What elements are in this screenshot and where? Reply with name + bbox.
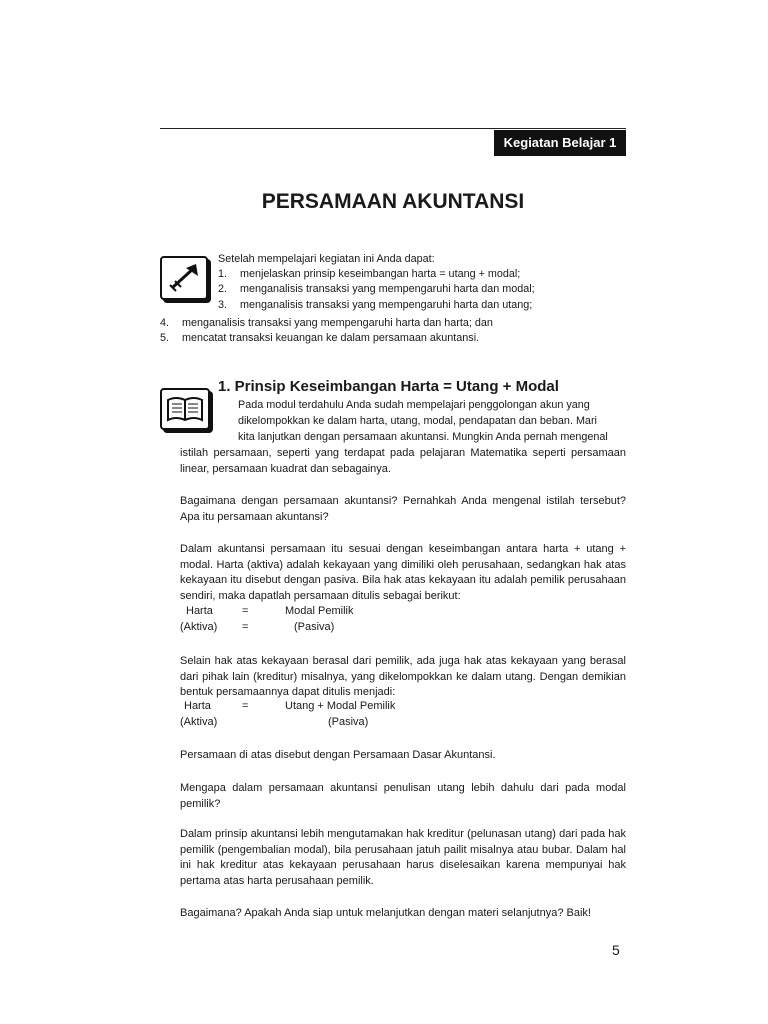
objective-item: 1. menjelaskan prinsip keseimbangan harta = utang + modal; — [218, 268, 521, 280]
page-title: PERSAMAAN AKUNTANSI — [261, 190, 525, 213]
objective-item: 3. menganalisis transaksi yang mempengaruhi harta dan utang; — [218, 299, 533, 311]
open-book-icon — [160, 388, 210, 430]
objective-item: 5. mencatat transaksi keuangan ke dalam persamaan akuntansi. — [160, 332, 480, 344]
paragraph-line: kita lanjutkan dengan persamaan akuntansi. Mungkin Anda pernah mengenal — [238, 431, 608, 443]
objective-item: 4. menganalisis transaksi yang mempengaruhi harta dan harta; dan — [160, 317, 493, 329]
equation-owner: Harta = Modal Pemilik (Aktiva) = (Pasiva) — [180, 605, 354, 633]
paragraph: istilah persamaan, seperti yang terdapat pada pelajaran Matematika seperti persamaan linear, persamaan kuadrat dan sebagainya. — [180, 447, 626, 475]
arrow-target-icon — [160, 256, 208, 300]
paragraph: Selain hak atas kekayaan berasal dari pemilik, ada juga hak atas kekayaan yang berasal dari pihak lain (kreditur) misalnya, yang dikelompokkan ke dalam utang. Dengan demikian bentuk persamaannya dapat ditulis menjadi: — [180, 655, 626, 699]
paragraph: Dalam akuntansi persamaan itu sesuai dengan keseimbangan antara harta + utang + modal. Harta (aktiva) adalah kekayaan yang dimiliki oleh perusahaan, sedangkan hak atas kekayaan itu disebut dengan pasiva. Bila hak atas kekayaan itu adalah pemilik perusahaan sendiri, maka dapatlah persamaan ditulis sebagai berikut: — [180, 543, 626, 602]
paragraph: Persamaan di atas disebut dengan Persamaan Dasar Akuntansi. — [180, 749, 496, 761]
header-rule — [160, 128, 626, 129]
paragraph: Bagaimana? Apakah Anda siap untuk melanjutkan dengan materi selanjutnya? Baik! — [180, 907, 591, 919]
paragraph: Bagaimana dengan persamaan akuntansi? Pernahkah Anda mengenal istilah tersebut? Apa itu persamaan akuntansi? — [180, 495, 626, 523]
objective-item: 2. menganalisis transaksi yang mempengaruhi harta dan modal; — [218, 283, 535, 295]
paragraph: Dalam prinsip akuntansi lebih mengutamakan hak kreditur (pelunasan utang) dari pada hak pemilik (pengembalian modal), bila perusahaan jatuh pailit misalnya atau bubar. Dalam hal ini hak kreditur atas kekayaan perusahaan harus diselesaikan karena mempunyai hak pertama atas harta perusahaan pemilik. — [180, 828, 626, 887]
paragraph-line: Pada modul terdahulu Anda sudah mempelajari penggolongan akun yang — [238, 399, 590, 411]
page-number: 5 — [612, 942, 620, 958]
section-heading: 1. Prinsip Keseimbangan Harta = Utang + Modal — [218, 378, 559, 395]
equation-basic: Harta = Utang + Modal Pemilik (Aktiva) (Pasiva) — [180, 700, 396, 728]
paragraph-line: dikelompokkan ke dalam harta, utang, modal, pendapatan dan beban. Mari — [238, 415, 597, 427]
objectives-intro: Setelah mempelajari kegiatan ini Anda dapat: — [218, 253, 435, 265]
section-badge: Kegiatan Belajar 1 — [494, 130, 626, 156]
paragraph: Mengapa dalam persamaan akuntansi penulisan utang lebih dahulu dari pada modal pemilik? — [180, 782, 626, 810]
